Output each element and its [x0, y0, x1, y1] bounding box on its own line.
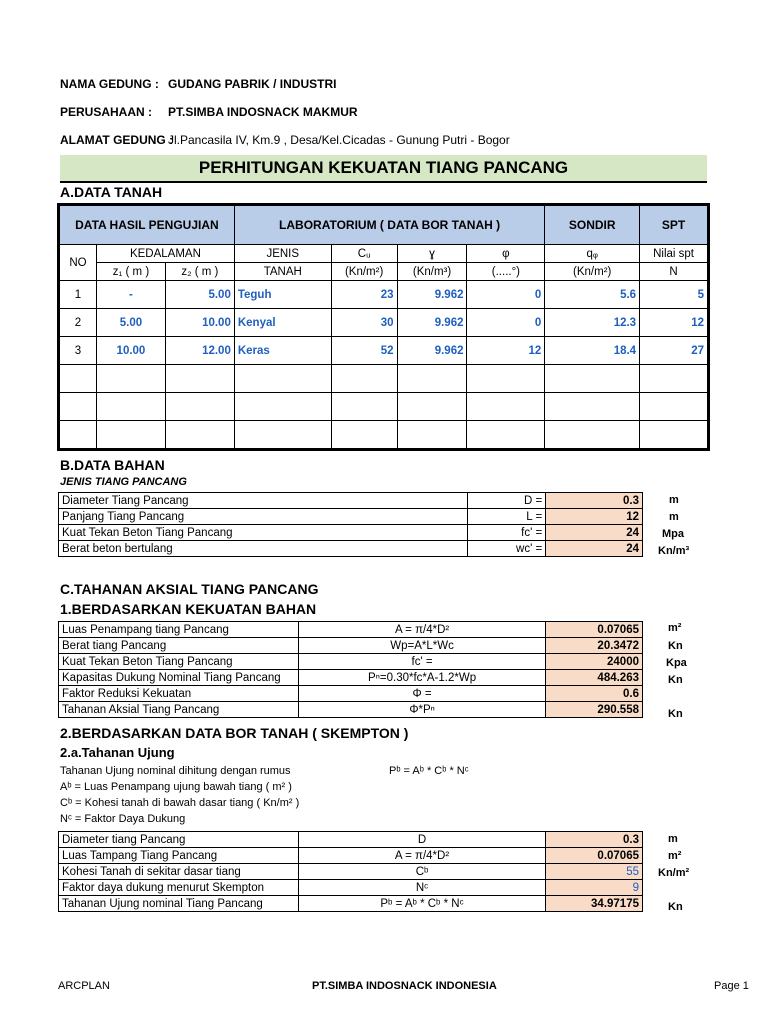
- capacity-label: Tahanan Aksial Tiang Pancang: [59, 702, 299, 718]
- section-c1-heading: 1.BERDASARKAN KEKUATAN BAHAN: [60, 601, 317, 617]
- capacity-unit: Kn: [668, 640, 683, 652]
- col-qc: qᵩ: [545, 245, 640, 263]
- cell-qc: 12.3: [545, 309, 640, 337]
- material-value: 24: [546, 525, 643, 541]
- table-row-empty: [60, 365, 708, 393]
- capacity-label: Kuat Tekan Beton Tiang Pancang: [59, 654, 299, 670]
- capacity-table: [58, 621, 643, 718]
- skempton-table: [58, 831, 643, 912]
- material-symbol: fc' =: [468, 525, 546, 541]
- skempton-formula: Pᵇ = Aᵇ * Cᵇ * Nᶜ: [298, 896, 545, 912]
- material-value: 12: [546, 509, 643, 525]
- material-value: 24: [546, 541, 643, 557]
- cell-jenis: Teguh: [234, 281, 331, 309]
- cell-no: 2: [60, 309, 97, 337]
- section-c2a-heading: 2.a.Tahanan Ujung: [60, 745, 175, 760]
- material-unit: m: [669, 511, 679, 523]
- cell-cu: 23: [331, 281, 397, 309]
- capacity-unit: Kn: [668, 708, 683, 720]
- capacity-formula: Wp=A*L*Wc: [298, 638, 545, 654]
- capacity-value: 24000: [546, 654, 643, 670]
- table-row: [60, 309, 708, 337]
- cell-qc: 18.4: [545, 337, 640, 365]
- group-header-laboratorium: LABORATORIUM ( DATA BOR TANAH ): [234, 206, 544, 245]
- capacity-formula: fc' =: [298, 654, 545, 670]
- skempton-value: 0.3: [546, 832, 643, 848]
- unit-cu: (Kn/m²): [331, 263, 397, 281]
- skempton-unit: Kn/m²: [658, 867, 690, 879]
- footer-center: PT.SIMBA INDOSNACK INDONESIA: [312, 980, 497, 992]
- skempton-value: 34.97175: [546, 896, 643, 912]
- capacity-unit: m²: [668, 622, 682, 634]
- skempton-value: 0.07065: [546, 848, 643, 864]
- skempton-unit: Kn: [668, 901, 683, 913]
- cell-phi: 0: [467, 281, 545, 309]
- cell-n: 12: [640, 309, 708, 337]
- nama-gedung-value: GUDANG PABRIK / INDUSTRI: [168, 77, 337, 91]
- group-header-pengujian: DATA HASIL PENGUJIAN: [60, 206, 235, 245]
- section-c2-heading: 2.BERDASARKAN DATA BOR TANAH ( SKEMPTON ): [60, 725, 409, 741]
- skempton-label: Kohesi Tanah di sekitar dasar tiang: [59, 864, 299, 880]
- skempton-formula: A = π/4*D²: [298, 848, 545, 864]
- cell-z1: 10.00: [96, 337, 165, 365]
- unit-gamma: (Kn/m³): [397, 263, 467, 281]
- material-label: Panjang Tiang Pancang: [59, 509, 468, 525]
- material-symbol: D =: [468, 493, 546, 509]
- cell-cu: 30: [331, 309, 397, 337]
- skempton-unit: m: [668, 833, 678, 845]
- cell-cu: 52: [331, 337, 397, 365]
- cell-z2: 12.00: [165, 337, 234, 365]
- capacity-unit: Kpa: [666, 657, 687, 669]
- skempton-value: 55: [546, 864, 643, 880]
- capacity-value: 0.6: [546, 686, 643, 702]
- group-header-spt: SPT: [640, 206, 708, 245]
- col-no: NO: [60, 245, 97, 281]
- material-symbol: L =: [468, 509, 546, 525]
- cell-z2: 10.00: [165, 309, 234, 337]
- page-title: PERHITUNGAN KEKUATAN TIANG PANCANG: [60, 155, 707, 183]
- section-b-subheading: JENIS TIANG PANCANG: [60, 476, 187, 488]
- perusahaan-label: PERUSAHAAN :: [60, 105, 153, 119]
- capacity-value: 290.558: [546, 702, 643, 718]
- nama-gedung-label: NAMA GEDUNG :: [60, 77, 159, 91]
- cell-phi: 12: [467, 337, 545, 365]
- capacity-value: 0.07065: [546, 622, 643, 638]
- group-header-sondir: SONDIR: [545, 206, 640, 245]
- capacity-value: 484.263: [546, 670, 643, 686]
- note-line: Aᵇ = Luas Penampang ujung bawah tiang ( m² ): [60, 781, 292, 793]
- capacity-formula: Φ =: [298, 686, 545, 702]
- unit-qc: (Kn/m²): [545, 263, 640, 281]
- capacity-value: 20.3472: [546, 638, 643, 654]
- skempton-value: 9: [546, 880, 643, 896]
- cell-gamma: 9.962: [397, 337, 467, 365]
- capacity-formula: Φ*Pⁿ: [298, 702, 545, 718]
- capacity-label: Faktor Reduksi Kekuatan: [59, 686, 299, 702]
- material-unit: Mpa: [662, 528, 684, 540]
- cell-phi: 0: [467, 309, 545, 337]
- perusahaan-value: PT.SIMBA INDOSNACK MAKMUR: [168, 105, 358, 119]
- cell-n: 27: [640, 337, 708, 365]
- table-row: [60, 281, 708, 309]
- material-label: Kuat Tekan Beton Tiang Pancang: [59, 525, 468, 541]
- cell-no: 1: [60, 281, 97, 309]
- cell-no: 3: [60, 337, 97, 365]
- cell-jenis: Kenyal: [234, 309, 331, 337]
- col-phi: φ: [467, 245, 545, 263]
- material-symbol: wc' =: [468, 541, 546, 557]
- cell-gamma: 9.962: [397, 281, 467, 309]
- footer-left: ARCPLAN: [58, 980, 110, 992]
- note-formula: Pᵇ = Aᵇ * Cᵇ * Nᶜ: [389, 765, 469, 777]
- material-label: Berat beton bertulang: [59, 541, 468, 557]
- skempton-formula: Nᶜ: [298, 880, 545, 896]
- section-b-heading: B.DATA BAHAN: [60, 457, 165, 473]
- material-unit: Kn/m³: [658, 545, 690, 557]
- skempton-formula: D: [298, 832, 545, 848]
- alamat-label: ALAMAT GEDUNG :: [60, 133, 174, 147]
- cell-n: 5: [640, 281, 708, 309]
- material-table: [58, 492, 643, 557]
- cell-qc: 5.6: [545, 281, 640, 309]
- skempton-label: Tahanan Ujung nominal Tiang Pancang: [59, 896, 299, 912]
- col-z2: z₂ ( m ): [165, 263, 234, 281]
- capacity-unit: Kn: [668, 674, 683, 686]
- cell-z1: -: [96, 281, 165, 309]
- material-unit: m: [669, 494, 679, 506]
- cell-z2: 5.00: [165, 281, 234, 309]
- unit-phi: (.....°): [467, 263, 545, 281]
- skempton-formula: Cᵇ: [298, 864, 545, 880]
- table-row: [60, 337, 708, 365]
- capacity-label: Kapasitas Dukung Nominal Tiang Pancang: [59, 670, 299, 686]
- unit-n: N: [640, 263, 708, 281]
- section-c-heading: C.TAHANAN AKSIAL TIANG PANCANG: [60, 581, 319, 597]
- skempton-label: Diameter tiang Pancang: [59, 832, 299, 848]
- table-row-empty: [60, 421, 708, 449]
- col-jenis: JENIS: [234, 245, 331, 263]
- alamat-value: Jl.Pancasila IV, Km.9 , Desa/Kel.Cicadas - Gunung Putri - Bogor: [168, 133, 510, 147]
- cell-jenis: Keras: [234, 337, 331, 365]
- table-row-empty: [60, 393, 708, 421]
- cell-gamma: 9.962: [397, 309, 467, 337]
- skempton-label: Faktor daya dukung menurut Skempton: [59, 880, 299, 896]
- capacity-label: Luas Penampang tiang Pancang: [59, 622, 299, 638]
- section-a-heading: A.DATA TANAH: [60, 184, 163, 200]
- col-tanah: TANAH: [234, 263, 331, 281]
- col-gamma: ɣ: [397, 245, 467, 263]
- skempton-label: Luas Tampang Tiang Pancang: [59, 848, 299, 864]
- cell-z1: 5.00: [96, 309, 165, 337]
- col-cu: Cᵤ: [331, 245, 397, 263]
- col-nilai-spt: Nilai spt: [640, 245, 708, 263]
- note-line: Nᶜ = Faktor Daya Dukung: [60, 813, 186, 825]
- material-value: 0.3: [546, 493, 643, 509]
- note-line: Cᵇ = Kohesi tanah di bawah dasar tiang ( Kn/m² ): [60, 797, 300, 809]
- soil-data-table: [59, 205, 708, 449]
- capacity-formula: A = π/4*D²: [298, 622, 545, 638]
- note-line: Tahanan Ujung nominal dihitung dengan rumus: [60, 765, 291, 777]
- capacity-label: Berat tiang Pancang: [59, 638, 299, 654]
- capacity-formula: Pⁿ=0.30*fc*A-1.2*Wp: [298, 670, 545, 686]
- col-z1: z₁ ( m ): [96, 263, 165, 281]
- material-label: Diameter Tiang Pancang: [59, 493, 468, 509]
- col-kedalaman: KEDALAMAN: [96, 245, 234, 263]
- footer-page: Page 1: [714, 980, 749, 992]
- skempton-unit: m²: [668, 850, 682, 862]
